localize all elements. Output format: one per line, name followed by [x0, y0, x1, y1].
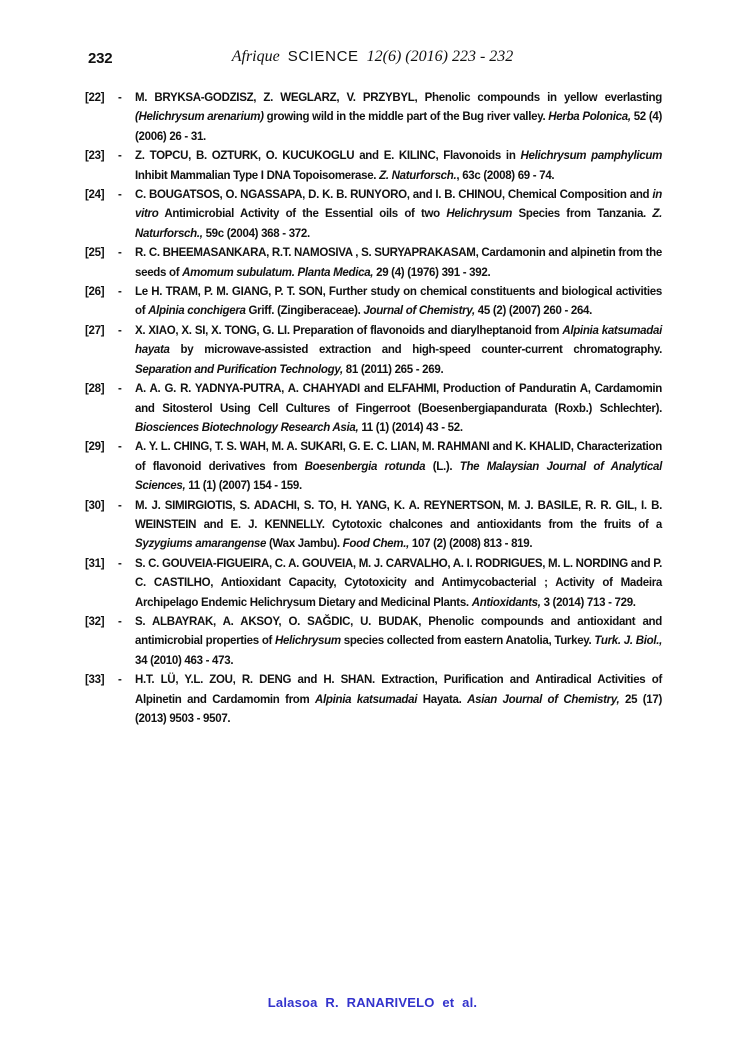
- reference-text: C. BOUGATSOS, O. NGASSAPA, D. K. B. RUNYORO, and I. B. CHINOU, Chemical Composition and in vitro Antimicrobial Activity of the Essential oils of two Helichrysum Species from Tanzania. Z. Naturforsch., 59c (2004) 368 - 372.: [135, 189, 662, 240]
- reference-text: A. A. G. R. YADNYA-PUTRA, A. CHAHYADI and ELFAHMI, Production of Panduratin A, Cardamomin and Sitosterol Using Cell Cultures of Fingerroot (Boesenbergiapandurata (Roxb.) Schlechter). Biosciences Biotechnology Research Asia, 11 (1) (2014) 43 - 52.: [135, 383, 662, 434]
- reference-item: [85, 613, 662, 671]
- reference-item: [85, 438, 662, 496]
- journal-name-caps: SCIENCE: [287, 48, 359, 65]
- reference-item: [85, 186, 662, 244]
- reference-item: [85, 555, 662, 613]
- reference-item: [85, 380, 662, 438]
- reference-number: [33] -: [85, 674, 122, 687]
- journal-issue-info: 12(6) (2016) 223 - 232: [366, 48, 514, 65]
- reference-number: [22] -: [85, 92, 122, 104]
- reference-number: [29] -: [85, 441, 122, 454]
- reference-item: [85, 89, 662, 147]
- reference-text: M. J. SIMIRGIOTIS, S. ADACHI, S. TO, H. YANG, K. A. REYNERTSON, M. J. BASILE, R. R. GIL, I. B. WEINSTEIN and E. J. KENNELLY. Cytotoxic chalcones and antioxidants from the fruits of a Syzygiums amarangense (Wax Jambu). Food Chem., 107 (2) (2008) 813 - 819.: [135, 499, 662, 551]
- reference-text: A. Y. L. CHING, T. S. WAH, M. A. SUKARI, G. E. C. LIAN, M. RAHMANI and K. KHALID, Characterization of flavonoid derivatives from Boesenbergia rotunda (L.). The Malaysian Journal of Analytical Sciences, 11 (1) (2007) 154 - 159.: [135, 441, 662, 493]
- reference-item: [85, 283, 662, 322]
- reference-number: [25] -: [85, 247, 122, 260]
- reference-number: [24] -: [85, 189, 122, 202]
- reference-text: Z. TOPCU, B. OZTURK, O. KUCUKOGLU and E. KILINC, Flavonoids in Helichrysum pamphylicum Inhibit Mammalian Type I DNA Topoisomerase. Z. Naturforsch., 63c (2008) 69 - 74.: [135, 150, 662, 182]
- reference-number: [28] -: [85, 383, 122, 396]
- reference-text: S. ALBAYRAK, A. AKSOY, O. SAĞDIC, U. BUDAK, Phenolic compounds and antioxidant and antimicrobial properties of Helichrysum species collected from eastern Anatolia, Turkey. Turk. J. Biol., 34 (2010) 463 - 473.: [135, 615, 663, 667]
- footer-authors: Lalasoa R. RANARIVELO et al.: [267, 995, 478, 1010]
- reference-text: X. XIAO, X. SI, X. TONG, G. LI. Preparation of flavonoids and diarylheptanoid from Alpinia katsumadai hayata by microwave-assisted extraction and high-speed counter-current chromatography. Separation and Purification Technology, 81 (2011) 265 - 269.: [135, 324, 662, 376]
- reference-number: [31] -: [85, 557, 122, 570]
- references-list: [85, 89, 662, 729]
- reference-text: M. BRYKSA-GODZISZ, Z. WEGLARZ, V. PRZYBYL, Phenolic compounds in yellow everlasting (Helichrysum arenarium) growing wild in the middle part of the Bug river valley. Herba Polonica, 52 (4) (2006) 26 - 31.: [135, 92, 663, 143]
- page-number: 232: [88, 50, 113, 67]
- reference-item: [85, 322, 662, 380]
- reference-text: H.T. LÜ, Y.L. ZOU, R. DENG and H. SHAN. Extraction, Purification and Antiradical Activities of Alpinetin and Cardamomin from Alpinia katsumadai Hayata. Asian Journal of Chemistry, 25 (17) (2013) 9503 - 9507.: [135, 674, 663, 725]
- page-header: [0, 48, 745, 74]
- reference-number: [30] -: [85, 499, 122, 512]
- reference-number: [23] -: [85, 150, 122, 163]
- reference-text: S. C. GOUVEIA-FIGUEIRA, C. A. GOUVEIA, M. J. CARVALHO, A. I. RODRIGUES, M. L. NORDING and P. C. CASTILHO, Antioxidant Capacity, Cytotoxicity and Antimycobacterial ; Activity of Madeira Archipelago Endemic Helichrysum Dietary and Medicinal Plants. Antioxidants, 3 (2014) 713 - 729.: [135, 557, 662, 609]
- reference-text: Le H. TRAM, P. M. GIANG, P. T. SON, Further study on chemical constituents and biological activities of Alpinia conchigera Griff. (Zingiberaceae). Journal of Chemistry, 45 (2) (2007) 260 - 264.: [135, 286, 662, 318]
- reference-item: [85, 244, 662, 283]
- reference-number: [27] -: [85, 324, 122, 337]
- journal-name-italic: Afrique: [231, 48, 280, 65]
- reference-item: [85, 147, 662, 186]
- reference-item: [85, 497, 662, 555]
- reference-number: [32] -: [85, 615, 122, 628]
- reference-item: [85, 671, 662, 729]
- reference-text: R. C. BHEEMASANKARA, R.T. NAMOSIVA , S. SURYAPRAKASAM, Cardamonin and alpinetin from the seeds of Amomum subulatum. Planta Medica, 29 (4) (1976) 391 - 392.: [135, 247, 662, 279]
- reference-number: [26] -: [85, 286, 122, 299]
